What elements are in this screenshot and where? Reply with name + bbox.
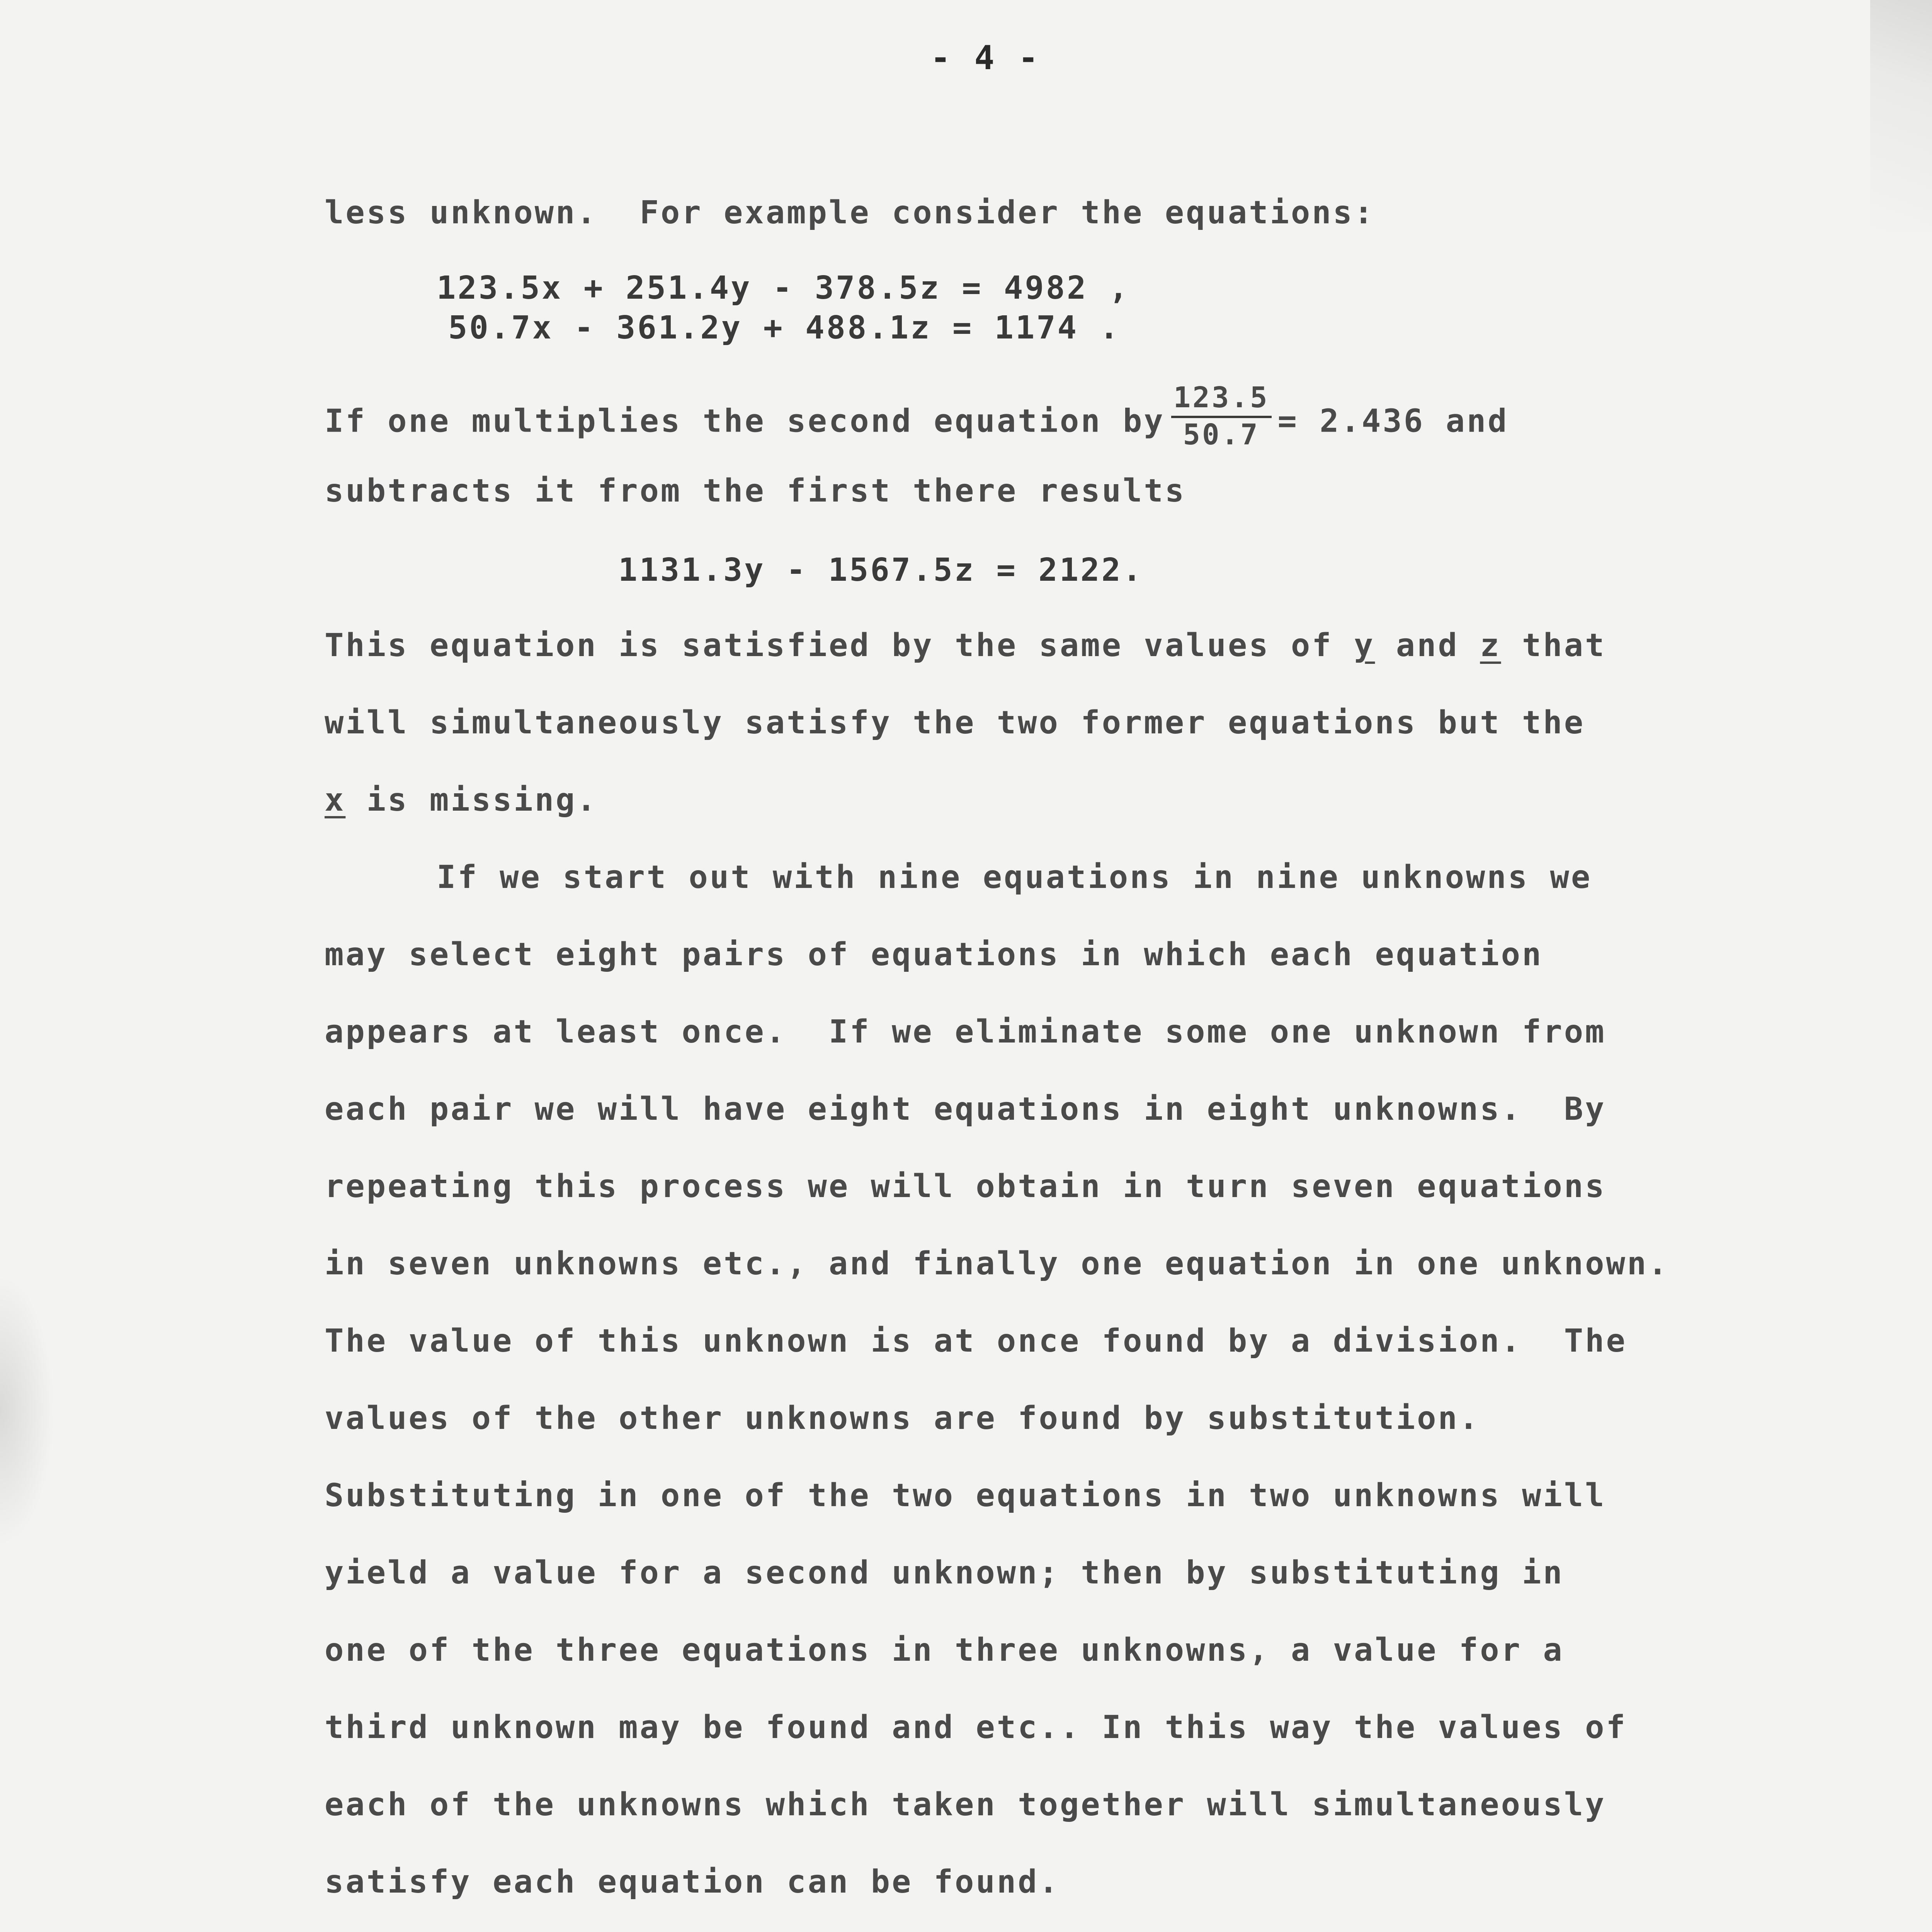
page-number: - 4 - <box>930 39 1040 77</box>
paragraph-line: If we start out with nine equations in nine unknowns we <box>437 859 1592 896</box>
result-equation: 1131.3y - 1567.5z = 2122. <box>618 552 1144 588</box>
satisfy-text-4: is missing. <box>345 782 598 818</box>
paragraph-line: one of the three equations in three unknowns, a value for a <box>325 1632 1564 1668</box>
paragraph-line: repeating this process we will obtain in turn seven equations <box>325 1168 1606 1205</box>
paragraph-line: Substituting in one of the two equations in two unknowns will <box>325 1477 1606 1514</box>
paragraph-line: in seven unknowns etc., and finally one equation in one unknown. <box>325 1245 1669 1282</box>
variable-x: x <box>325 782 346 818</box>
satisfy-line-2: will simultaneously satisfy the two former equations but the <box>325 704 1585 741</box>
paragraph-line: appears at least once. If we eliminate some one unknown from <box>325 1014 1606 1050</box>
fraction-numerator: 123.5 <box>1171 383 1272 418</box>
fraction-denominator: 50.7 <box>1183 418 1260 451</box>
multiply-text-after: = 2.436 and <box>1277 403 1509 440</box>
satisfy-text-3: that <box>1501 627 1606 664</box>
satisfy-text-2: and <box>1375 627 1480 664</box>
paragraph-line: may select eight pairs of equations in which each equation <box>325 936 1543 973</box>
paragraph-line: values of the other unknowns are found by substitution. <box>325 1400 1480 1437</box>
paragraph-line: satisfy each equation can be found. <box>325 1864 1060 1900</box>
page-curl <box>1870 0 1932 232</box>
paragraph-line: each pair we will have eight equations in eight unknowns. By <box>325 1091 1606 1128</box>
paragraph-line: The value of this unknown is at once found by a division. The <box>325 1323 1627 1359</box>
fraction <box>1171 383 1272 449</box>
variable-y: y <box>1354 627 1375 664</box>
equation-2: 50.7x - 361.2y + 488.1z = 1174 . <box>448 310 1121 346</box>
paragraph-line: yield a value for a second unknown; then by substituting in <box>325 1554 1564 1591</box>
multiply-sentence <box>325 381 1509 456</box>
paragraph-line: each of the unknowns which taken together will simultaneously <box>325 1786 1606 1823</box>
satisfy-line-3 <box>325 784 598 816</box>
page-smudge <box>0 1275 54 1546</box>
subtract-line: subtracts it from the first there results <box>325 473 1186 509</box>
paragraph-line: third unknown may be found and etc.. In this way the values of <box>325 1709 1627 1746</box>
equation-1: 123.5x + 251.4y - 378.5z = 4982 , <box>437 270 1130 306</box>
variable-z: z <box>1480 627 1501 664</box>
satisfy-line-1 <box>325 627 1606 664</box>
multiply-text-before: If one multiplies the second equation by <box>325 403 1165 440</box>
satisfy-text-1: This equation is satisfied by the same values of <box>325 627 1354 664</box>
intro-line: less unknown. For example consider the equations: <box>325 194 1375 231</box>
